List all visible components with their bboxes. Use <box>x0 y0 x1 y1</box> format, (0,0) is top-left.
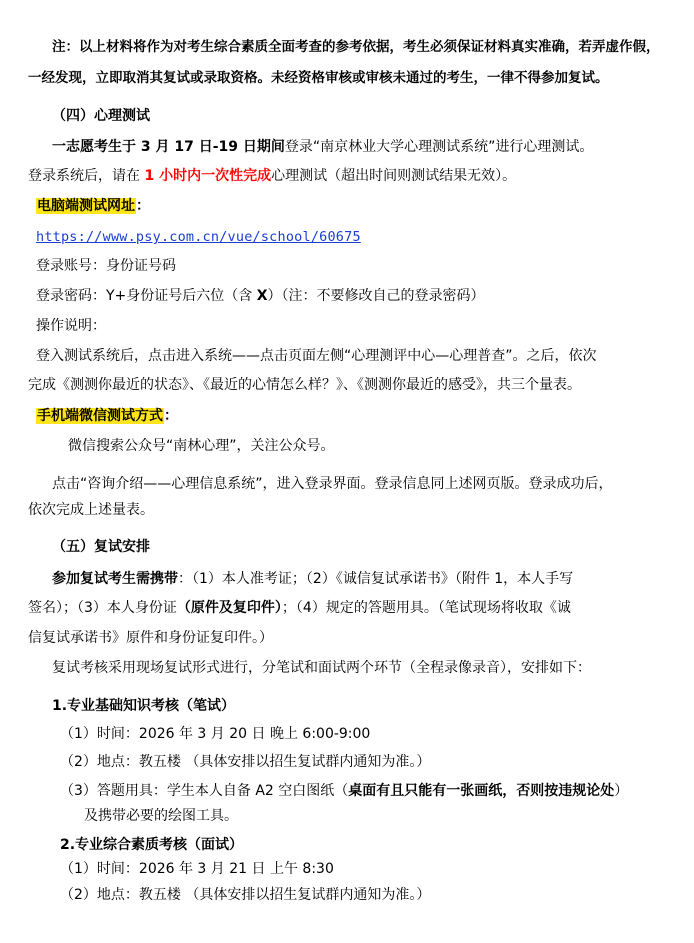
login-password <box>36 286 676 306</box>
note-line-2: 一经发现，立即取消其复试或录取资格。未经资格审核或审核未通过的考生，一律不得参加复试。 <box>28 70 609 86</box>
mobile-instruction: 微信搜索公众号“南林心理”，关注公众号。 <box>68 438 335 454</box>
password-text-a: 登录密码：Y+身份证号后六位（含 <box>36 288 257 304</box>
part-1-time: （1）时间：2026 年 3 月 20 日 晚上 6:00-9:00 <box>60 726 371 742</box>
part-1-place: （2）地点：教五楼 （具体安排以招生复试群内通知为准。） <box>60 754 431 770</box>
part-2-heading: 2.专业综合素质考核（面试） <box>60 837 244 853</box>
operation-line-2: 完成《测测你最近的状态》、《最近的心情怎么样？》、《测测你最近的感受》，共三个量表。 <box>28 377 581 393</box>
section-5-heading: （五）复试安排 <box>52 539 150 555</box>
pc-test-colon: ： <box>136 198 150 214</box>
click-instruction-line-2: 依次完成上述量表。 <box>28 502 154 518</box>
carry-line-2 <box>28 598 668 618</box>
login-note-b: 心理测试（超出时间则测试结果无效）。 <box>271 168 517 184</box>
carry-line-3: 信复试承诺书》原件和身份证复印件。） <box>28 630 273 646</box>
section-4-login-note <box>28 166 668 186</box>
part-1-tools <box>60 781 694 801</box>
click-instruction-line-1: 点击“咨询介绍——心理信息系统”，进入登录界面。登录信息同上述网页版。登录成功后， <box>52 476 613 492</box>
mobile-test-label-row <box>36 406 676 426</box>
carry-line-2-bold: （原件及复印件） <box>176 600 282 616</box>
intro-date-text: 一志愿考生于 3 月 17 日-19 日期间 <box>52 139 285 155</box>
carry-label: 参加复试考生需携带 <box>52 571 178 587</box>
part-1-tools-bold: 桌面有且只能有一张画纸，否则按违规论处 <box>348 783 615 799</box>
part-2-time: （1）时间：2026 年 3 月 21 日 上午 8:30 <box>60 861 334 877</box>
login-note-a: 登录系统后，请在 <box>28 168 145 184</box>
carry-line-2-b: ；（4）规定的答题用具。（笔试现场将收取《诚 <box>281 600 571 616</box>
pc-test-url-link[interactable]: https://www.psy.com.cn/vue/school/60675 <box>36 229 361 245</box>
password-x: X <box>256 288 268 304</box>
part-1-tools-line-2: 及携带必要的绘图工具。 <box>84 808 238 824</box>
part-2-place: （2）地点：教五楼 （具体安排以招生复试群内通知为准。） <box>60 887 431 903</box>
url-row <box>36 227 676 247</box>
section-4-intro <box>52 137 692 157</box>
pc-test-label-row <box>36 196 676 216</box>
format-line: 复试考核采用现场复试形式进行，分笔试和面试两个环节（全程录像录音），安排如下： <box>52 660 591 676</box>
section-4-heading: （四）心理测试 <box>52 108 150 124</box>
note-line-1: 注：以上材料将作为对考生综合素质全面考查的参考依据，考生必须保证材料真实准确，若弄虚作假， <box>52 39 660 55</box>
pc-test-label: 电脑端测试网址 <box>37 198 135 214</box>
carry-line-2-a: 签名）；（3）本人身份证 <box>28 600 177 616</box>
mobile-test-label: 手机端微信测试方式 <box>37 408 163 424</box>
one-hour-highlight: 1 小时内一次性完成 <box>144 168 272 184</box>
password-text-b: ）（注：不要修改自己的登录密码） <box>267 288 485 304</box>
mobile-test-colon: ： <box>164 408 178 424</box>
operation-line-1: 登入测试系统后，点击进入系统——点击页面左侧“心理测评中心—心理普查”。之后，依次 <box>36 348 597 364</box>
intro-rest-text: 登录“南京林业大学心理测试系统”进行心理测试。 <box>284 139 594 155</box>
login-account: 登录账号：身份证号码 <box>36 258 176 274</box>
part-1-heading: 1.专业基础知识考核（笔试） <box>52 698 236 714</box>
carry-line-1-rest: ：（1）本人准考证；（2）《诚信复试承诺书》（附件 1，本人手写 <box>178 571 574 587</box>
operation-label: 操作说明： <box>36 318 106 334</box>
part-1-tools-b: ） <box>614 783 629 799</box>
part-1-tools-a: （3）答题用具：学生本人自备 A2 空白图纸（ <box>60 783 349 799</box>
carry-line-1 <box>52 569 692 589</box>
